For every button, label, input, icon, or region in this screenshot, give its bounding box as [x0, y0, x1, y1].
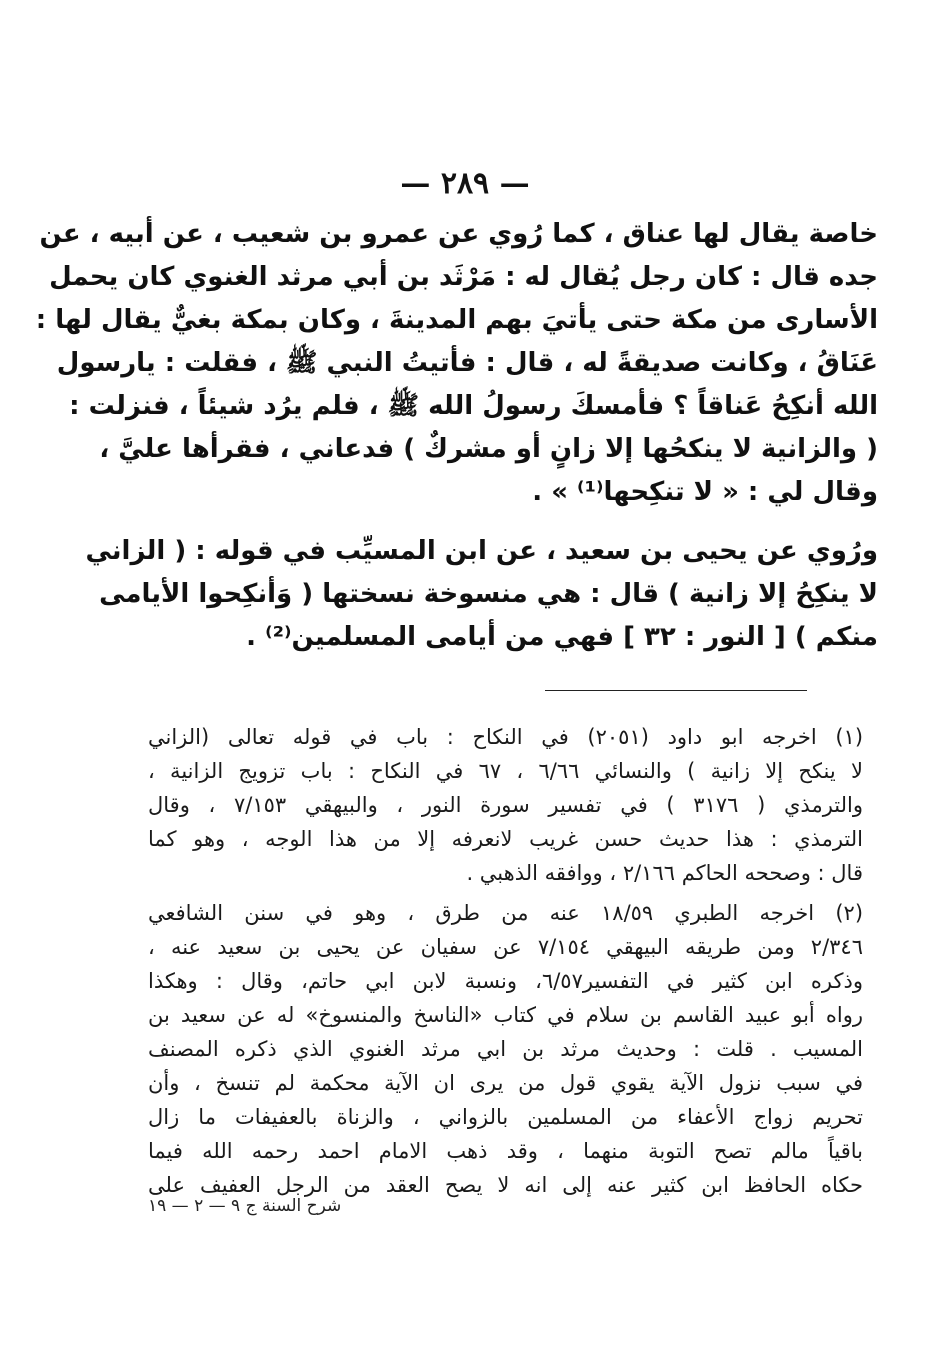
footnote-line: وذكره ابن كثير في التفسير٦/٥٧، ونسبة لابن ابي حاتم، وقال : وهكذا [148, 969, 863, 993]
footnote-line: والترمذي ( ٣١٧٦ ) في تفسير سورة النور ، والبيهقي ٧/١٥٣ ، وقال [148, 793, 863, 817]
footnote-line: رواه أبو عبيد القاسم بن سلام في كتاب «الناسخ والمنسوخ» له عن سعيد بن [148, 1003, 863, 1027]
main-text-line: منكم ) [ النور : ٣٢ ] فهي من أيامى المسلمين⁽²⁾ . [246, 622, 878, 652]
footnote-line: لا ينكح إلا زانية ) والنسائي ٦/٦٦ ، ٦٧ في النكاح : باب تزويج الزانية ، [148, 759, 863, 783]
footnote-line: ٢/٣٤٦ ومن طريقه البيهقي ٧/١٥٤ عن سفيان عن يحيى بن سعيد عنه ، [148, 935, 863, 959]
main-text-line: ورُوي عن يحيى بن سعيد ، عن ابن المسيِّب في قوله : ( الزاني [85, 536, 878, 566]
footnote-line: الترمذي : هذا حديث حسن غريب لانعرفه إلا من هذا الوجه ، وهو كما [148, 827, 863, 851]
page-number: — ٢٨٩ — [400, 166, 530, 201]
main-text-line: لا ينكِحُ إلا زانية ) قال : هي منسوخة نسختها ( وَأنكِحوا الأيامى [99, 579, 878, 609]
main-text-line: الله أنكِحُ عَناقاً ؟ فأمسكَ رسولُ الله ﷺ ، فلم يرُد شيئاً ، فنزلت : [69, 391, 878, 421]
main-paragraph-1 [35, 213, 878, 514]
footnote-line: باقياً مالم تصح التوبة منهما ، وقد ذهب الامام احمد رحمه الله فيما [148, 1139, 863, 1163]
footnote-separator-rule [545, 690, 807, 691]
main-text-line: عَنَاقُ ، وكانت صديقةً له ، قال : فأتيتُ النبي ﷺ ، فقلت : يارسول [56, 348, 878, 378]
main-paragraph-2 [85, 530, 878, 659]
footnote-1 [148, 720, 863, 890]
main-text-line: وقال لي : « لا تنكِحها⁽¹⁾ » . [532, 477, 878, 507]
main-text-line: الأسارى من مكة حتى يأتيَ بهم المدينةَ ، وكان بمكة بغيٌّ يقال لها : [35, 305, 878, 335]
footnote-line: حكاه الحافظ ابن كثير عنه إلى انه لا يصح العقد من الرجل العفيف على [148, 1173, 863, 1197]
footnote-line: قال : وصححه الحاكم ٢/١٦٦ ، ووافقه الذهبي . [466, 861, 863, 885]
footnote-line: تحريم زواج الأعفاء من المسلمين بالزواني ، والزناة بالعفيفات ما زال [148, 1105, 863, 1129]
footnote-line: (٢) اخرجه الطبري ١٨/٥٩ عنه من طرق ، وهو في سنن الشافعي [148, 901, 864, 925]
footnote-2 [148, 896, 863, 1202]
footnote-line: المسيب . قلت : وحديث مرثد بن ابي مرثد الغنوي الذي ذكره المصنف [148, 1037, 863, 1061]
footnote-line: (١) اخرجه ابو داود (٢٠٥١) في النكاح : باب في قوله تعالى (الزاني [148, 725, 864, 749]
printer-signature: شرح السنة ج ٩ — ٢ — ١٩ [148, 1196, 342, 1216]
main-text-line: جده قال : كان رجل يُقال له : مَرْثَد بن أبي مرثد الغنوي كان يحمل [49, 262, 878, 292]
main-text-line: خاصة يقال لها عناق ، كما رُوي عن عمرو بن شعيب ، عن أبيه ، عن [39, 219, 878, 249]
footnote-line: في سبب نزول الآية يقوي قول من يرى ان الآية محكمة لم تنسخ ، وأن [148, 1071, 863, 1095]
main-text-line: ( والزانية لا ينكحُها إلا زانٍ أو مشركٌ ) فدعاني ، فقرأها عليَّ ، [99, 434, 878, 464]
